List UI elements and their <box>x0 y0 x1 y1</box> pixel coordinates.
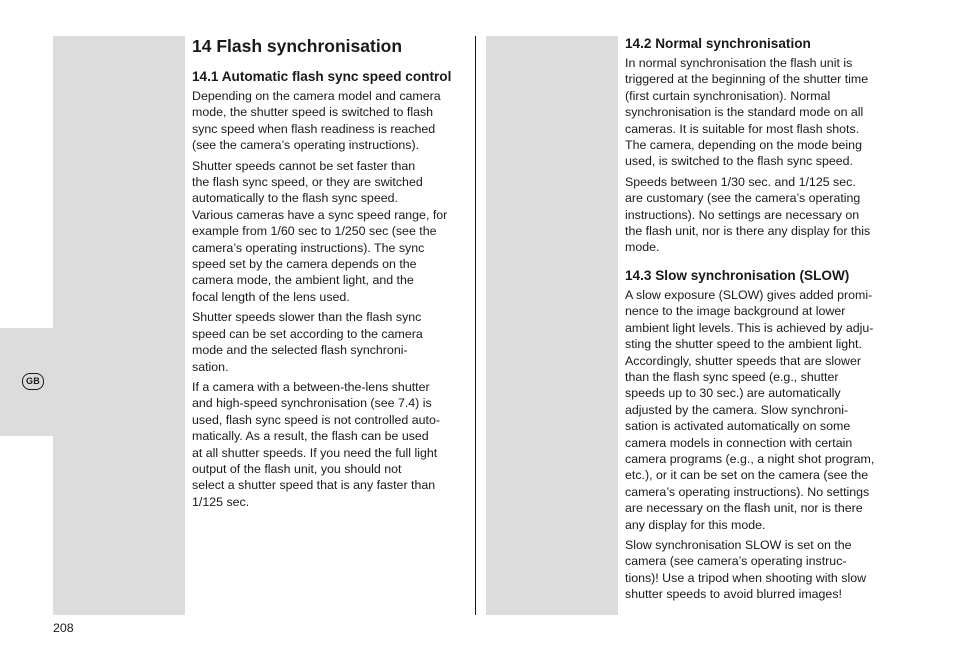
normal-sync-body <box>625 55 915 256</box>
text-line: automatically to the flash sync speed. <box>192 191 398 206</box>
text-line: used, flash sync speed is not controlled auto- <box>192 412 440 427</box>
text-line: camera mode, the ambient light, and the <box>192 273 414 288</box>
text-line: focal length of the lens used. <box>192 289 350 304</box>
text-line: A slow exposure (SLOW) gives added promi- <box>625 287 873 302</box>
page-number: 208 <box>53 621 74 635</box>
text-line: speed set by the camera depends on the <box>192 257 417 272</box>
left-body <box>192 88 472 510</box>
left-margin-band <box>53 36 185 615</box>
text-line: Accordingly, shutter speeds that are slower <box>625 353 861 368</box>
text-line: If a camera with a between-the-lens shutter <box>192 379 430 394</box>
text-line: 1/125 sec. <box>192 494 250 509</box>
text-line: ambient light levels. This is achieved by adju- <box>625 320 874 335</box>
text-line: cameras. It is suitable for most flash shots. <box>625 121 860 136</box>
chapter-title: 14 Flash synchronisation <box>192 36 403 56</box>
text-line: camera programs (e.g., a night shot program, <box>625 451 875 466</box>
text-line: Various cameras have a sync speed range, for <box>192 207 448 222</box>
text-line: sting the shutter speed to the ambient light. <box>625 337 862 352</box>
text-line: camera (see camera’s operating instruc- <box>625 554 847 569</box>
text-line: speed can be set according to the camera <box>192 326 423 341</box>
text-line: (first curtain synchronisation). Normal <box>625 88 831 103</box>
text-line: than the flash sync speed (e.g., shutter <box>625 369 839 384</box>
text-line: synchronisation is the standard mode on all <box>625 105 864 120</box>
text-line: camera models in connection with certain <box>625 435 853 450</box>
text-line: output of the flash unit, you should not <box>192 461 402 476</box>
paragraph <box>192 88 472 154</box>
paragraph <box>625 287 915 533</box>
text-line: Speeds between 1/30 sec. and 1/125 sec. <box>625 174 856 189</box>
text-line: select a shutter speed that is any faster than <box>192 478 436 493</box>
text-line: any display for this mode. <box>625 517 766 532</box>
paragraph <box>625 537 915 603</box>
text-line: The camera, depending on the mode being <box>625 138 862 153</box>
language-badge: GB <box>22 373 44 390</box>
text-line: tions)! Use a tripod when shooting with slow <box>625 570 867 585</box>
slow-sync-body <box>625 287 915 603</box>
text-line: the flash sync speed, or they are switched <box>192 175 423 190</box>
text-line: sync speed when flash readiness is reached <box>192 121 436 136</box>
section-heading-normal-sync: 14.2 Normal synchronisation <box>625 36 811 51</box>
text-line: Shutter speeds cannot be set faster than <box>192 158 416 173</box>
paragraph <box>625 174 915 256</box>
text-line: In normal synchronisation the flash unit is <box>625 56 853 70</box>
paragraph <box>192 309 472 375</box>
text-line: at all shutter speeds. If you need the full light <box>192 445 438 460</box>
left-column <box>192 35 472 514</box>
text-line: sation is activated automatically on some <box>625 419 851 434</box>
text-line: Depending on the camera model and camera <box>192 89 441 103</box>
section-heading-slow-sync: 14.3 Slow synchronisation (SLOW) <box>625 267 850 283</box>
text-line: camera’s operating instructions). The sync <box>192 240 425 255</box>
text-line: speeds up to 30 sec.) are automatically <box>625 386 841 401</box>
text-line: sation. <box>192 359 229 374</box>
paragraph <box>192 158 472 306</box>
paragraph <box>192 379 472 510</box>
text-line: instructions). No settings are necessary on <box>625 207 860 222</box>
text-line: triggered at the beginning of the shutter time <box>625 72 869 87</box>
text-line: the flash unit, nor is there any display for this <box>625 224 871 239</box>
text-line: matically. As a result, the flash can be used <box>192 429 429 444</box>
text-line: etc.), or it can be set on the camera (see the <box>625 468 869 483</box>
paragraph <box>625 55 915 170</box>
text-line: example from 1/60 sec to 1/250 sec (see the <box>192 224 437 239</box>
text-line: Slow synchronisation SLOW is set on the <box>625 537 852 552</box>
text-line: nence to the image background at lower <box>625 304 846 319</box>
text-line: mode and the selected flash synchroni- <box>192 343 408 358</box>
text-line: adjusted by the camera. Slow synchroni- <box>625 402 849 417</box>
right-margin-band <box>486 36 618 615</box>
text-line: used, is switched to the flash sync speed. <box>625 154 853 169</box>
text-line: Shutter speeds slower than the flash sync <box>192 310 422 325</box>
column-divider-rule <box>475 36 476 615</box>
text-line: camera’s operating instructions). No settings <box>625 484 870 499</box>
text-line: mode. <box>625 240 660 255</box>
text-line: are customary (see the camera’s operating <box>625 191 861 206</box>
text-line: shutter speeds to avoid blurred images! <box>625 587 842 602</box>
text-line: and high-speed synchronisation (see 7.4) is <box>192 396 432 411</box>
text-line: are necessary on the flash unit, nor is there <box>625 501 863 516</box>
right-column <box>625 35 915 607</box>
text-line: (see the camera’s operating instructions). <box>192 138 420 153</box>
text-line: mode, the shutter speed is switched to flash <box>192 105 434 120</box>
section-heading: 14.1 Automatic flash sync speed control <box>192 69 452 84</box>
